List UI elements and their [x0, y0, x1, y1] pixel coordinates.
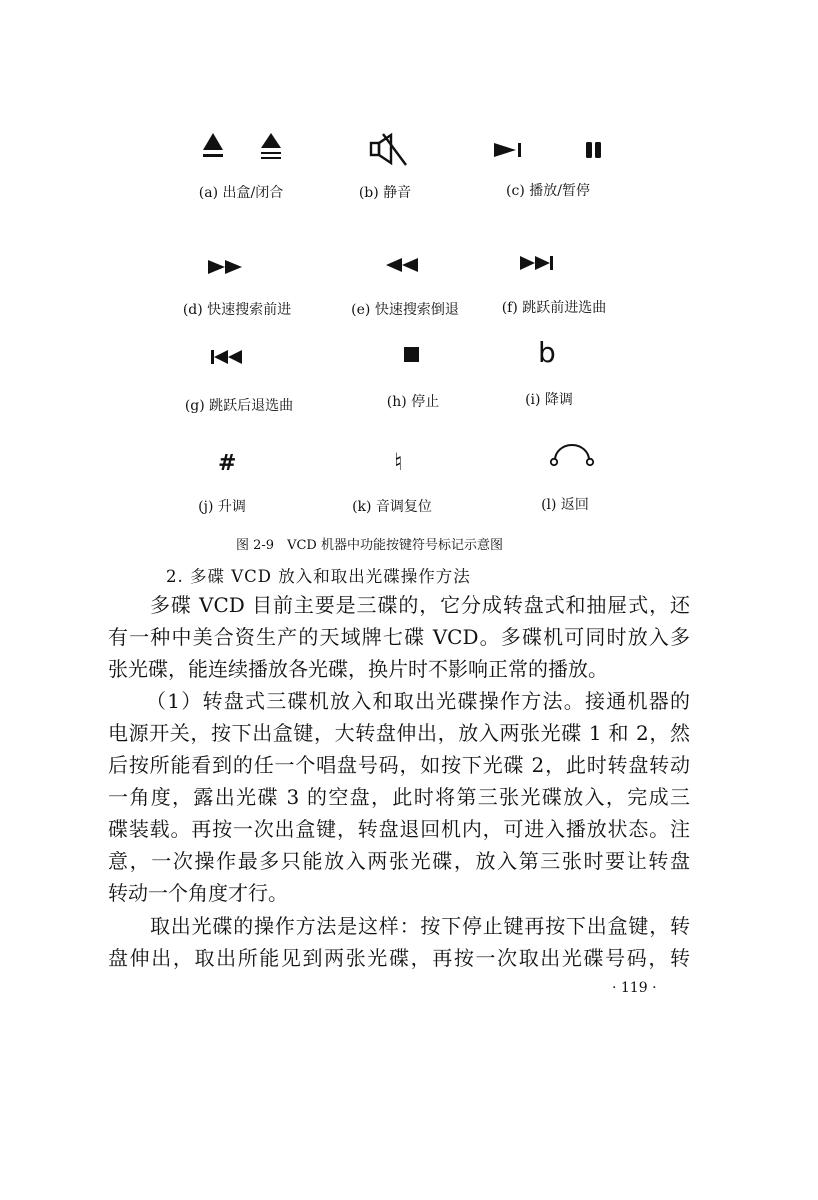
- sharp-icon: #: [218, 451, 237, 476]
- fast-forward-icon: [208, 259, 246, 275]
- rewind-icon: [386, 257, 420, 273]
- stop-icon: [404, 347, 420, 363]
- caption-rewind: (e) 快速搜索倒退: [351, 302, 459, 318]
- text-line: 多碟 VCD 目前主要是三碟的，它分成转盘式和抽屉式，还: [150, 593, 690, 617]
- caption-fast-forward: (d) 快速搜索前进: [182, 302, 292, 318]
- figure-caption: 图 2-9 VCD 机器中功能按键符号标记示意图: [236, 538, 503, 553]
- text-line: 转动一个角度才行。: [108, 881, 288, 905]
- eject-icon: [200, 133, 290, 163]
- paragraph-3: [108, 910, 690, 974]
- caption-skip-forward: (f) 跳跃前进选曲: [501, 300, 607, 316]
- natural-icon: ♮: [394, 448, 403, 476]
- text-line: 张光碟，能连续播放各光碟，换片时不影响正常的播放。: [108, 657, 608, 681]
- flat-icon: b: [538, 336, 556, 369]
- text-line: 意，一次操作最多只能放入两张光碟，放入第三张时要让转盘: [108, 849, 690, 873]
- text-line: 碟装载。再按一次出盒键，转盘退回机内，可进入播放状态。注: [108, 817, 690, 841]
- section-heading: 2. 多碟 VCD 放入和取出光碟操作方法: [166, 567, 471, 586]
- skip-back-icon: [211, 349, 245, 365]
- caption-flat: (i) 降调: [525, 392, 573, 408]
- caption-sharp: (j) 升调: [198, 499, 246, 515]
- return-icon: [548, 440, 598, 468]
- text-line: 电源开关，按下出盒键，大转盘伸出，放入两张光碟 1 和 2，然: [108, 721, 690, 745]
- mute-icon: [368, 132, 412, 168]
- text-line: 盘伸出，取出所能见到两张光碟，再按一次取出光碟号码，转: [108, 946, 690, 970]
- caption-return: (l) 返回: [541, 497, 589, 513]
- text-line: 后按所能看到的任一个唱盘号码，如按下光碟 2，此时转盘转动: [108, 753, 690, 777]
- text-line: 有一种中美合资生产的天域牌七碟 VCD。多碟机可同时放入多: [108, 625, 690, 649]
- caption-play-pause: (c) 播放/暂停: [506, 183, 590, 199]
- text-line: 取出光碟的操作方法是这样：按下停止键再按下出盒键，转: [150, 914, 690, 938]
- text-line: 一角度，露出光碟 3 的空盘，此时将第三张光碟放入，完成三: [108, 785, 690, 809]
- caption-mute: (b) 静音: [358, 185, 412, 201]
- caption-skip-back: (g) 跳跃后退选曲: [184, 398, 294, 414]
- paragraph-1: [108, 589, 690, 685]
- play-pause-icon: [494, 141, 612, 161]
- caption-natural: (k) 音调复位: [352, 499, 432, 515]
- caption-eject: (a) 出盒/闭合: [198, 185, 284, 201]
- text-line: （1）转盘式三碟机放入和取出光碟操作方法。接通机器的: [146, 689, 690, 713]
- paragraph-2: [108, 685, 690, 909]
- caption-stop: (h) 停止: [386, 394, 440, 410]
- skip-forward-icon: [520, 255, 556, 271]
- page-number: · 119 ·: [612, 980, 657, 996]
